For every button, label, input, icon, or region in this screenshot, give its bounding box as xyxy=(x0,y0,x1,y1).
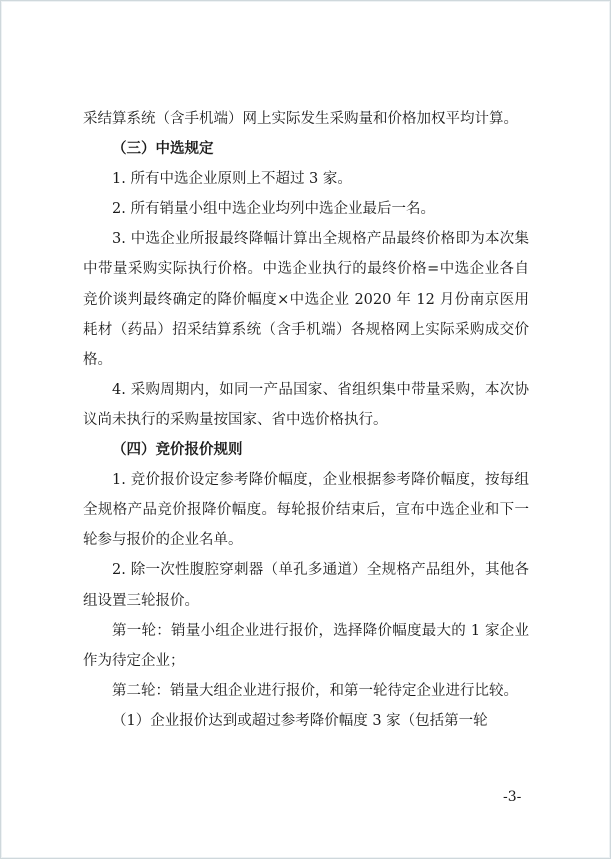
section-heading-3: （三）中选规定 xyxy=(112,140,214,158)
paragraph-round-2-item-1: （1）企业报价达到或超过参考降价幅度 3 家（包括第一轮 xyxy=(112,712,488,729)
paragraph-rule-2: 2. 所有销量小组中选企业均列中选企业最后一名。 xyxy=(112,201,435,218)
paragraph-bid-1: 1. 竞价报价设定参考降价幅度，企业根据参考降价幅度，按每组全规格产品竞价报降价幅度。每轮报价结束后，宣布中选企业和下一轮参与报价的企业名单。 xyxy=(83,472,529,549)
section-heading-4: （四）竞价报价规则 xyxy=(112,441,243,459)
paragraph-round-2: 第二轮：销量大组企业进行报价，和第一轮待定企业进行比较。 xyxy=(112,682,518,699)
paragraph-rule-1: 1. 所有中选企业原则上不超过 3 家。 xyxy=(112,171,352,188)
paragraph-rule-3: 3. 中选企业所报最终降幅计算出全规格产品最终价格即为本次集中带量采购实际执行价格。中选企业执行的最终价格=中选企业各自竞价谈判最终确定的降价幅度×中选企业 2020 年 12 月份南京医用耗材（药品）招采结算系统（含手机端）各规格网上实际采购成交价格。 xyxy=(83,231,529,368)
document-body xyxy=(83,104,529,736)
paragraph-round-1: 第一轮：销量小组企业进行报价，选择降价幅度最大的 1 家企业作为待定企业； xyxy=(83,622,529,669)
paragraph-continuation: 采结算系统（含手机端）网上实际发生采购量和价格加权平均计算。 xyxy=(83,111,518,127)
page-number: -3- xyxy=(503,789,522,805)
paragraph-rule-4: 4. 采购周期内，如同一产品国家、省组织集中带量采购，本次协议尚未执行的采购量按国家、省中选价格执行。 xyxy=(83,381,529,428)
paragraph-bid-2: 2. 除一次性腹腔穿刺器（单孔多通道）全规格产品组外，其他各组设置三轮报价。 xyxy=(83,562,529,609)
